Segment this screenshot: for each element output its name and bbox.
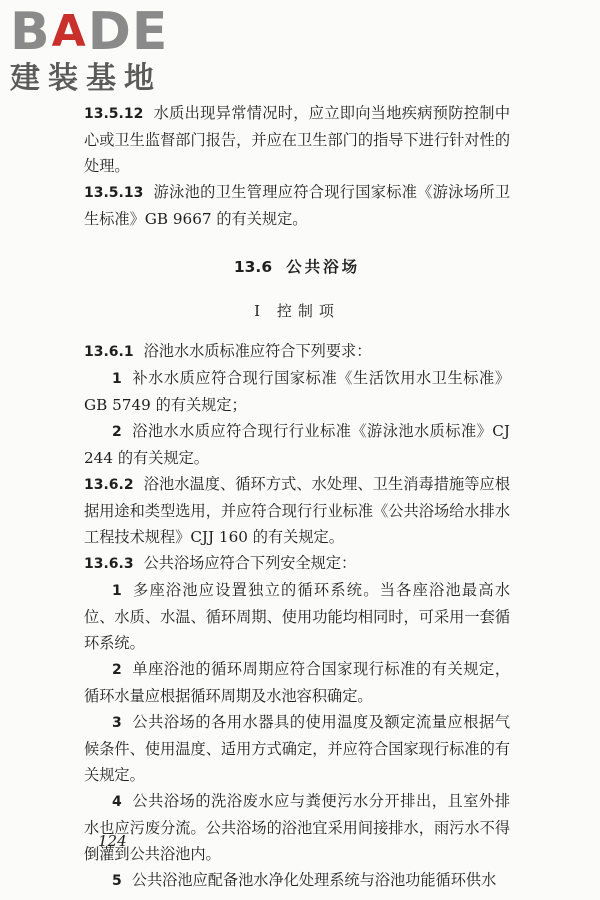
bade-logo	[10, 2, 185, 96]
clause-text: 公共浴场应符合下列安全规定：	[143, 554, 357, 572]
item-number: 1	[112, 583, 122, 599]
clause-text: 游泳池的卫生管理应符合现行国家标准《游泳场所卫生标准》GB 9667 的有关规定。	[84, 183, 510, 228]
subsection-heading: Ⅰ 控制项	[254, 302, 340, 320]
logo-chinese: 建装基地	[10, 61, 162, 96]
item-number: 2	[112, 662, 122, 678]
clause-number: 13.5.12	[84, 106, 144, 122]
item-number: 3	[112, 715, 122, 731]
item-number: 5	[112, 873, 122, 889]
section-number: 13.6	[233, 258, 273, 276]
section-heading	[84, 254, 510, 280]
clause-13-6-2	[84, 471, 510, 550]
item-text: 公共浴池应配备池水净化处理系统与浴池功能循环供水	[131, 871, 497, 889]
item-number: 1	[112, 371, 122, 387]
list-item	[84, 709, 510, 788]
item-text: 浴池水水质应符合现行行业标准《游泳池水质标准》CJ 244 的有关规定。	[84, 422, 510, 467]
clause-text: 浴池水温度、循环方式、水处理、卫生消毒措施等应根据用途和类型选用，并应符合现行行业标准《公共浴场给水排水工程技术规程》CJJ 160 的有关规定。	[84, 475, 510, 546]
clause-13-5-12	[84, 100, 510, 179]
clause-text: 水质出现异常情况时，应立即向当地疾病预防控制中心或卫生监督部门报告，并应在卫生部门的指导下进行针对性的处理。	[84, 104, 510, 175]
clause-number: 13.6.1	[84, 344, 134, 360]
logo-wordmark: B A DE	[10, 2, 169, 62]
clause-number: 13.6.2	[84, 477, 134, 493]
page-number: 124	[98, 832, 127, 850]
section-title-text: 公共浴场	[286, 258, 361, 276]
list-item	[84, 867, 510, 894]
item-text: 补水水质应符合现行国家标准《生活饮用水卫生标准》GB 5749 的有关规定；	[84, 369, 510, 414]
clause-number: 13.5.13	[84, 185, 144, 201]
item-text: 多座浴池应设置独立的循环系统。当各座浴池最高水位、水质、水温、循环周期、使用功能均相同时，可采用一套循环系统。	[84, 581, 510, 652]
item-text: 公共浴场的各用水器具的使用温度及额定流量应根据气候条件、使用温度、适用方式确定，并应符合国家现行标准的有关规定。	[84, 713, 510, 784]
document-body	[84, 100, 510, 894]
item-text: 单座浴池的循环周期应符合国家现行标准的有关规定，循环水量应根据循环周期及水池容积确定。	[84, 660, 510, 705]
list-item	[84, 418, 510, 471]
clause-13-6-3	[84, 550, 510, 577]
list-item	[84, 788, 510, 867]
list-item	[84, 577, 510, 656]
item-number: 2	[112, 424, 122, 440]
clause-13-6-1	[84, 338, 510, 365]
list-item	[84, 656, 510, 709]
item-text: 公共浴场的洗浴废水应与粪便污水分开排出，且室外排水也应污废分流。公共浴场的浴池宜采用间接排水，雨污水不得倒灌到公共浴池内。	[84, 792, 510, 863]
list-item	[84, 365, 510, 418]
clause-text: 浴池水水质标准应符合下列要求：	[143, 342, 372, 360]
clause-13-5-13	[84, 179, 510, 232]
clause-number: 13.6.3	[84, 556, 134, 572]
item-number: 4	[112, 794, 122, 810]
